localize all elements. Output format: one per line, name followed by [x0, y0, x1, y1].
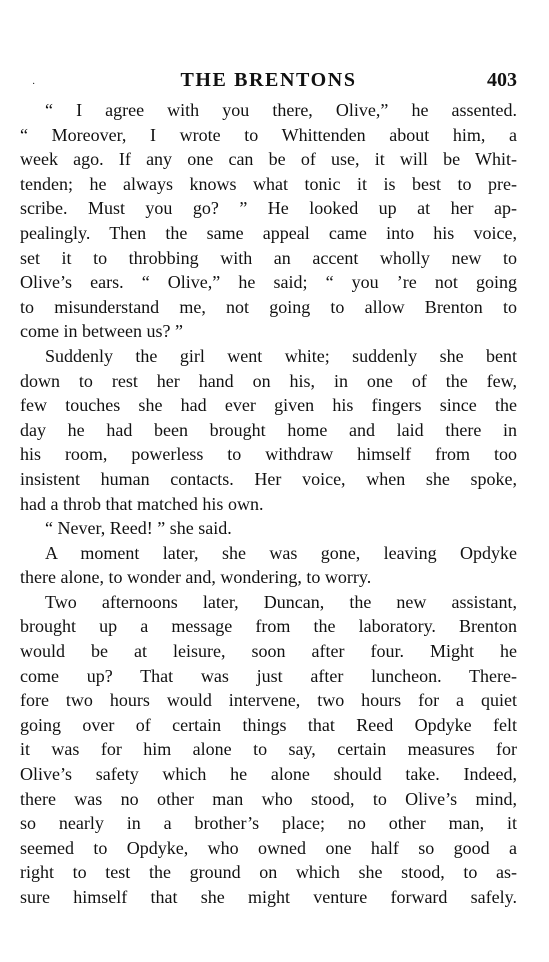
text-line: down to rest her hand on his, in one of the few,: [20, 370, 517, 391]
text-line: there was no other man who stood, to Olive’s mind,: [20, 788, 517, 809]
text-line: sure himself that she might venture forward safely.: [20, 887, 517, 907]
text-line: Olive’s safety which he alone should take. Indeed,: [20, 764, 517, 785]
text-line: set it to throbbing with an accent wholly new to: [20, 247, 517, 268]
page-number: 403: [487, 69, 517, 91]
running-title: THE BRENTONS: [180, 69, 357, 91]
text-line: come up? That was just after luncheon. There-: [20, 665, 517, 686]
text-line: would be at leisure, soon after four. Might he: [20, 641, 517, 662]
text-line: there alone, to wonder and, wondering, to worry.: [20, 567, 372, 588]
text-line: “ Never, Reed! ” she said.: [45, 518, 232, 539]
text-line: scribe. Must you go? ” He looked up at her ap-: [20, 198, 517, 219]
text-line: pealingly. Then the same appeal came into his voice,: [20, 222, 517, 243]
text-line: so nearly in a brother’s place; no other man, it: [20, 813, 517, 834]
text-line: tenden; he always knows what tonic it is best to pre-: [20, 173, 517, 194]
text-line: “ Moreover, I wrote to Whittenden about him, a: [20, 124, 517, 145]
text-line: “ I agree with you there, Olive,” he assented.: [45, 100, 517, 120]
text-line: Two afternoons later, Duncan, the new assistant,: [45, 591, 517, 612]
running-head: [20, 67, 517, 93]
text-line: his room, powerless to withdraw himself from too: [20, 444, 517, 465]
text-line: had a throb that matched his own.: [20, 493, 264, 514]
text-line: brought up a message from the laboratory. Brenton: [20, 616, 517, 637]
text-line: right to test the ground on which she stood, to as-: [20, 862, 517, 883]
text-line: day he had been brought home and laid there in: [20, 419, 517, 440]
text-line: it was for him alone to say, certain measures for: [20, 739, 517, 760]
text-line: week ago. If any one can be of use, it will be Whit-: [20, 149, 517, 170]
text-line: A moment later, she was gone, leaving Opdyke: [45, 542, 517, 563]
text-line: fore two hours would intervene, two hours for a quiet: [20, 690, 517, 711]
text-line: come in between us? ”: [20, 321, 183, 342]
text-line: going over of certain things that Reed Opdyke felt: [20, 714, 517, 735]
text-line: Olive’s ears. “ Olive,” he said; “ you ’re not going: [20, 272, 517, 293]
text-line: few touches she had ever given his fingers since the: [20, 395, 517, 416]
text-line: Suddenly the girl went white; suddenly she bent: [45, 345, 517, 366]
text-line: to misunderstand me, not going to allow Brenton to: [20, 296, 517, 317]
margin-mark: ·: [32, 79, 36, 90]
body-text: [20, 98, 517, 910]
text-line: insistent human contacts. Her voice, when she spoke,: [20, 468, 517, 489]
text-line: seemed to Opdyke, who owned one half so good a: [20, 837, 517, 858]
